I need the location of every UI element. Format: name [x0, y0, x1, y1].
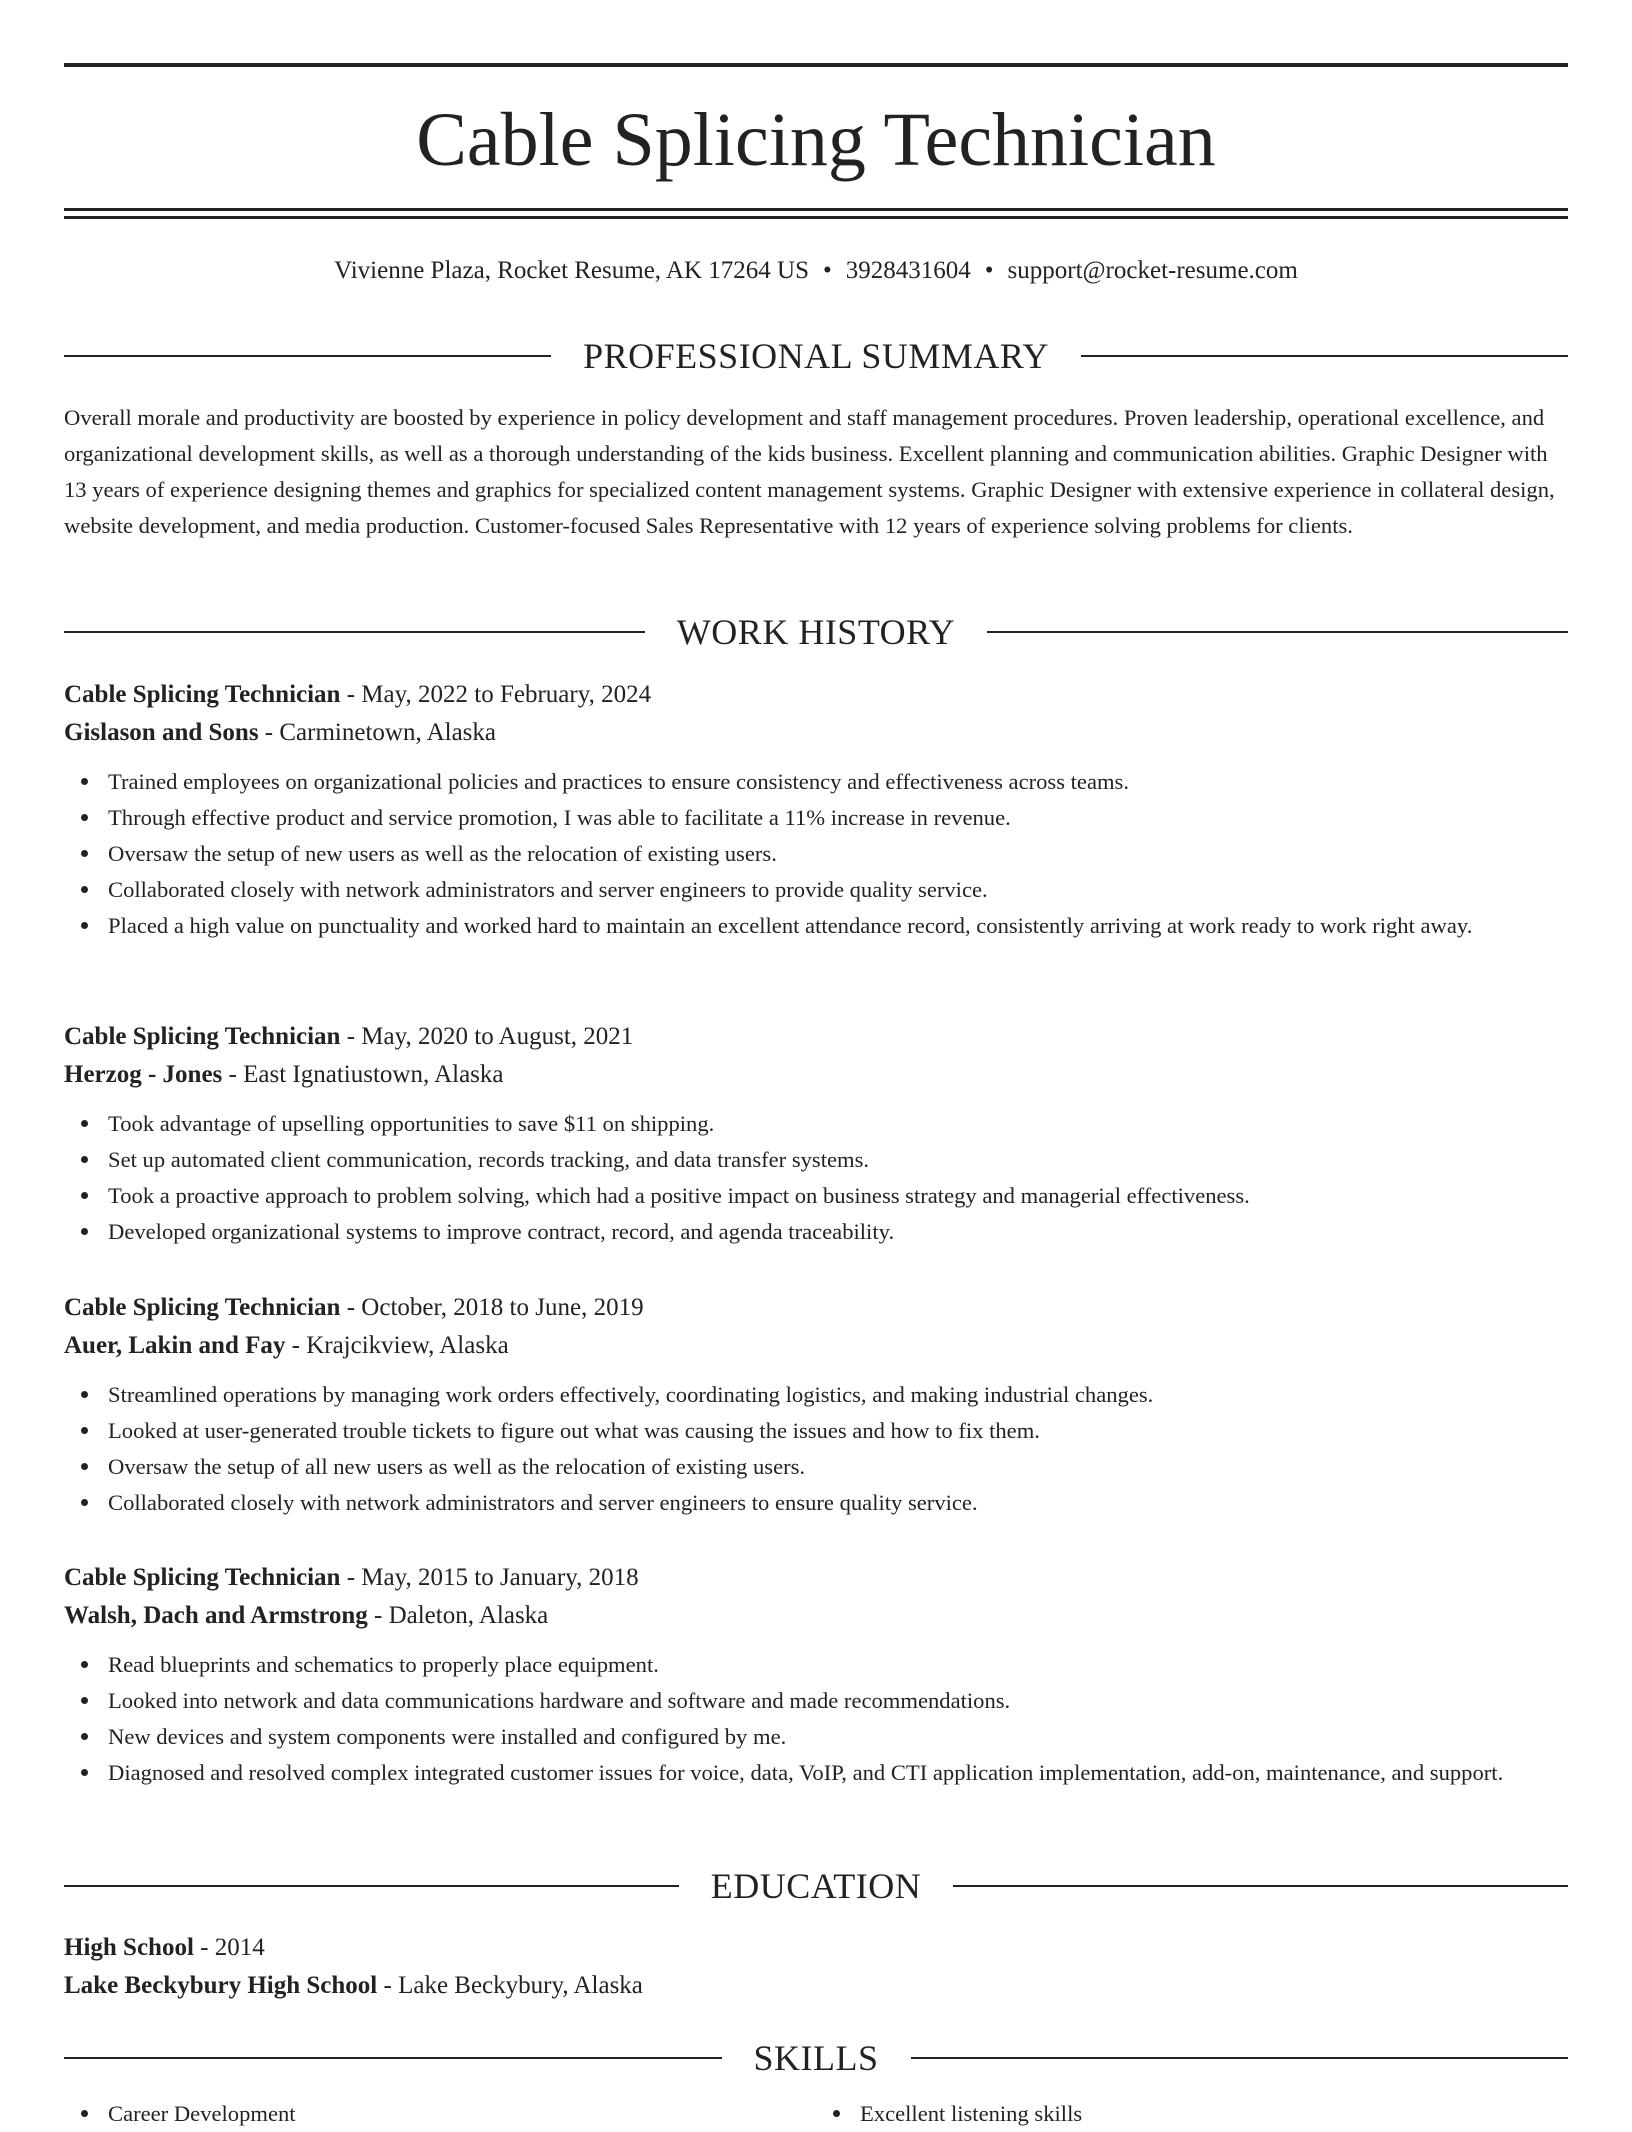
summary-heading — [64, 334, 1568, 378]
page-title: Cable Splicing Technician — [416, 98, 1216, 182]
education-school: Lake Beckybury High School — [64, 1972, 378, 1999]
job-title: Cable Splicing Technician — [64, 1564, 341, 1591]
job-entry — [64, 1018, 1568, 1250]
job-bullets — [64, 764, 1568, 944]
job-bullets — [64, 1377, 1568, 1521]
job-title-line — [64, 676, 1568, 714]
skill-item: Career Development — [64, 2096, 816, 2132]
job-company: Auer, Lakin and Fay — [64, 1332, 286, 1359]
contact-email: support@rocket-resume.com — [1007, 257, 1298, 284]
job-bullets — [64, 1106, 1568, 1250]
job-dates: - May, 2020 to August, 2021 — [340, 1023, 634, 1050]
job-title-line — [64, 1559, 1568, 1597]
job-title: Cable Splicing Technician — [64, 1023, 341, 1050]
contact-separator: • — [984, 257, 994, 284]
job-title-line — [64, 1018, 1568, 1056]
job-location: - East Ignatiustown, Alaska — [222, 1061, 504, 1088]
contact-phone: 3928431604 — [845, 257, 971, 284]
contact-separator: • — [823, 257, 832, 284]
job-bullet: Set up automated client communication, records tracking, and data transfer systems. — [108, 1142, 1568, 1178]
title-bottom-rule — [64, 208, 1568, 211]
job-bullet: Collaborated closely with network administrators and server engineers to provide quality service. — [108, 872, 1568, 908]
job-dates: - May, 2015 to January, 2018 — [340, 1564, 639, 1591]
job-bullet: Collaborated closely with network administrators and server engineers to ensure quality service. — [108, 1485, 1568, 1521]
job-location: - Daleton, Alaska — [367, 1602, 549, 1629]
work-history-heading-label: WORK HISTORY — [676, 612, 956, 652]
job-company-line — [64, 1327, 1568, 1365]
job-bullet: Developed organizational systems to improve contract, record, and agenda traceability. — [108, 1214, 1568, 1250]
job-company: Walsh, Dach and Armstrong — [64, 1602, 368, 1629]
job-title-line — [64, 1289, 1568, 1327]
job-bullet: Through effective product and service promotion, I was able to facilitate a 11% increase in revenue. — [108, 800, 1568, 836]
job-bullet: Diagnosed and resolved complex integrated customer issues for voice, data, VoIP, and CTI application implementation, add-on, maintenance, and support. — [108, 1755, 1568, 1791]
heading-rule-left — [64, 631, 645, 633]
education-heading — [64, 1864, 1568, 1908]
job-entry — [64, 1559, 1568, 1791]
summary-heading-label: PROFESSIONAL SUMMARY — [583, 336, 1049, 376]
contact-line — [64, 254, 1568, 288]
job-company-line — [64, 714, 1568, 752]
heading-rule-left — [64, 355, 551, 357]
job-bullet: Read blueprints and schematics to properly place equipment. — [108, 1647, 1568, 1683]
heading-rule-right — [911, 2057, 1569, 2059]
job-bullet: New devices and system components were installed and configured by me. — [108, 1719, 1568, 1755]
job-location: - Carminetown, Alaska — [258, 719, 496, 746]
heading-rule-right — [1081, 355, 1568, 357]
education-degree: High School — [64, 1934, 194, 1961]
job-entry — [64, 676, 1568, 944]
job-bullet: Trained employees on organizational policies and practices to ensure consistency and effectiveness across teams. — [108, 764, 1568, 800]
job-company: Herzog - Jones — [64, 1061, 223, 1088]
heading-rule-left — [64, 2057, 722, 2059]
contact-address: Vivienne Plaza, Rocket Resume, AK 17264 US — [334, 257, 809, 284]
job-bullet: Placed a high value on punctuality and worked hard to maintain an excellent attendance record, consistently arriving at work ready to work right away. — [108, 908, 1568, 944]
job-bullet: Looked into network and data communications hardware and software and made recommendations. — [108, 1683, 1568, 1719]
job-bullet: Oversaw the setup of all new users as well as the relocation of existing users. — [108, 1449, 1568, 1485]
job-entry — [64, 1289, 1568, 1521]
job-location: - Krajcikview, Alaska — [285, 1332, 509, 1359]
work-history-heading — [64, 610, 1568, 654]
job-bullet: Looked at user-generated trouble tickets to figure out what was causing the issues and how to fix them. — [108, 1413, 1568, 1449]
job-bullet: Took advantage of upselling opportunities to save $11 on shipping. — [108, 1106, 1568, 1142]
education-location: - Lake Beckybury, Alaska — [377, 1972, 643, 1999]
title-top-rule — [64, 63, 1568, 67]
education-entry — [64, 1929, 1568, 2005]
heading-rule-left — [64, 1885, 679, 1887]
education-heading-label: EDUCATION — [710, 1866, 922, 1906]
job-dates: - October, 2018 to June, 2019 — [340, 1294, 644, 1321]
education-year: - 2014 — [193, 1934, 265, 1961]
heading-rule-right — [953, 1885, 1568, 1887]
job-dates: - May, 2022 to February, 2024 — [340, 681, 652, 708]
job-company-line — [64, 1056, 1568, 1094]
job-bullet: Took a proactive approach to problem solving, which had a positive impact on business strategy and managerial effectiveness. — [108, 1178, 1568, 1214]
summary-text: Overall morale and productivity are boosted by experience in policy development and staff management procedures. Proven leadership, operational excellence, and organizational development skills, as well as a thorough understanding of the kids business. Excellent planning and communication abilities. Graphic Designer with 13 years of experience designing themes and graphics for specialized content management systems. Graphic Designer with extensive experience in collateral design, website development, and media production. Customer-focused Sales Representative with 12 years of experience solving problems for clients. — [64, 405, 1555, 538]
job-bullet: Oversaw the setup of new users as well as the relocation of existing users. — [108, 836, 1568, 872]
education-school-line — [64, 1967, 1568, 2005]
skills-heading — [64, 2036, 1568, 2080]
job-bullets — [64, 1647, 1568, 1791]
education-degree-line — [64, 1929, 1568, 1967]
job-title: Cable Splicing Technician — [64, 681, 341, 708]
skill-item: Excellent listening skills — [816, 2096, 1568, 2132]
job-company: Gislason and Sons — [64, 719, 259, 746]
job-bullet: Streamlined operations by managing work orders effectively, coordinating logistics, and making industrial changes. — [108, 1377, 1568, 1413]
job-company-line — [64, 1597, 1568, 1635]
skills-list — [64, 2096, 1568, 2132]
title-bottom-rule-second — [64, 216, 1568, 219]
heading-rule-right — [987, 631, 1568, 633]
skills-heading-label: SKILLS — [753, 2038, 879, 2078]
job-title: Cable Splicing Technician — [64, 1294, 341, 1321]
